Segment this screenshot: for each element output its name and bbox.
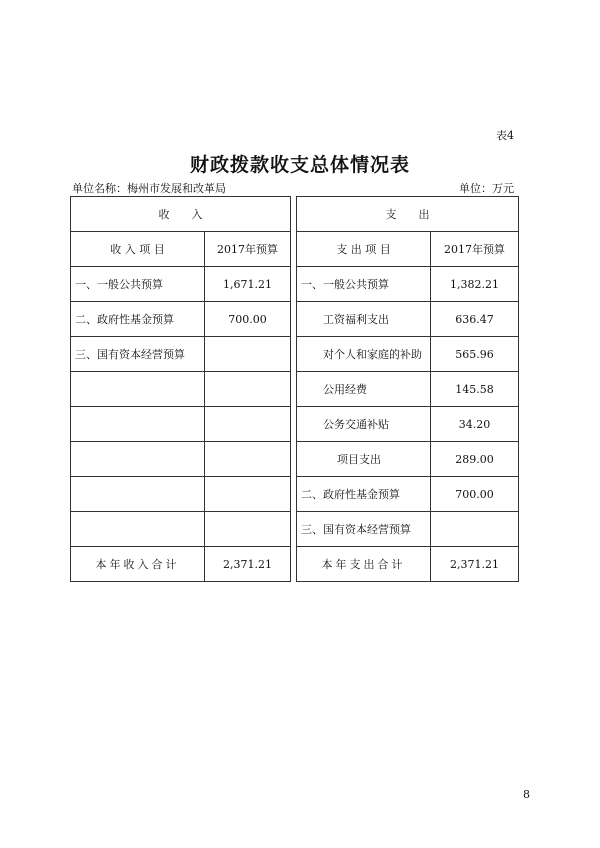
expense-value: 34.20: [431, 407, 519, 442]
expense-total-label: 本年支出合计: [297, 547, 431, 582]
table-header-row: [71, 197, 519, 232]
income-item: [71, 407, 205, 442]
total-row: [71, 547, 519, 582]
expense-item: 项目支出: [297, 442, 431, 477]
income-value: [205, 407, 291, 442]
expense-item-header: 支 出 项 目: [297, 232, 431, 267]
page-number: 8: [523, 788, 530, 801]
income-value: 700.00: [205, 302, 291, 337]
table-row: [71, 372, 519, 407]
income-value: [205, 512, 291, 547]
income-budget-header: 2017年预算: [205, 232, 291, 267]
expense-value: 565.96: [431, 337, 519, 372]
table-row: [71, 512, 519, 547]
table-row: [71, 267, 519, 302]
income-item: 二、政府性基金预算: [71, 302, 205, 337]
table-row: [71, 337, 519, 372]
expense-item: 公用经费: [297, 372, 431, 407]
expense-item: 一、一般公共预算: [297, 267, 431, 302]
unit-name-label: 单位名称：梅州市发展和改革局: [72, 182, 226, 195]
expense-item: 对个人和家庭的补助: [297, 337, 431, 372]
income-total-label: 本年收入合计: [71, 547, 205, 582]
table-row: [71, 442, 519, 477]
table-row: [71, 302, 519, 337]
expense-value: 700.00: [431, 477, 519, 512]
income-item-header: 收 入 项 目: [71, 232, 205, 267]
expense-item: 二、政府性基金预算: [297, 477, 431, 512]
table-subheader-row: [71, 232, 519, 267]
expense-item: 三、国有资本经营预算: [297, 512, 431, 547]
income-item: 三、国有资本经营预算: [71, 337, 205, 372]
income-value: [205, 337, 291, 372]
expense-value: 636.47: [431, 302, 519, 337]
income-item: [71, 372, 205, 407]
income-item: [71, 477, 205, 512]
income-header: 收 入: [71, 197, 291, 232]
table-row: [71, 477, 519, 512]
income-value: 1,671.21: [205, 267, 291, 302]
budget-table: [70, 196, 519, 582]
income-item: [71, 442, 205, 477]
table-row: [71, 407, 519, 442]
expense-budget-header: 2017年预算: [431, 232, 519, 267]
expense-total-value: 2,371.21: [431, 547, 519, 582]
income-item: [71, 512, 205, 547]
expense-item: 工资福利支出: [297, 302, 431, 337]
expense-value: [431, 512, 519, 547]
income-item: 一、一般公共预算: [71, 267, 205, 302]
income-value: [205, 372, 291, 407]
unit-label: 单位：万元: [459, 182, 514, 195]
expense-item: 公务交通补贴: [297, 407, 431, 442]
expense-value: 289.00: [431, 442, 519, 477]
income-value: [205, 477, 291, 512]
page-title: 财政拨款收支总体情况表: [189, 154, 410, 176]
table-number: 表4: [496, 129, 514, 142]
expense-value: 1,382.21: [431, 267, 519, 302]
income-value: [205, 442, 291, 477]
expense-header: 支 出: [297, 197, 519, 232]
income-total-value: 2,371.21: [205, 547, 291, 582]
expense-value: 145.58: [431, 372, 519, 407]
